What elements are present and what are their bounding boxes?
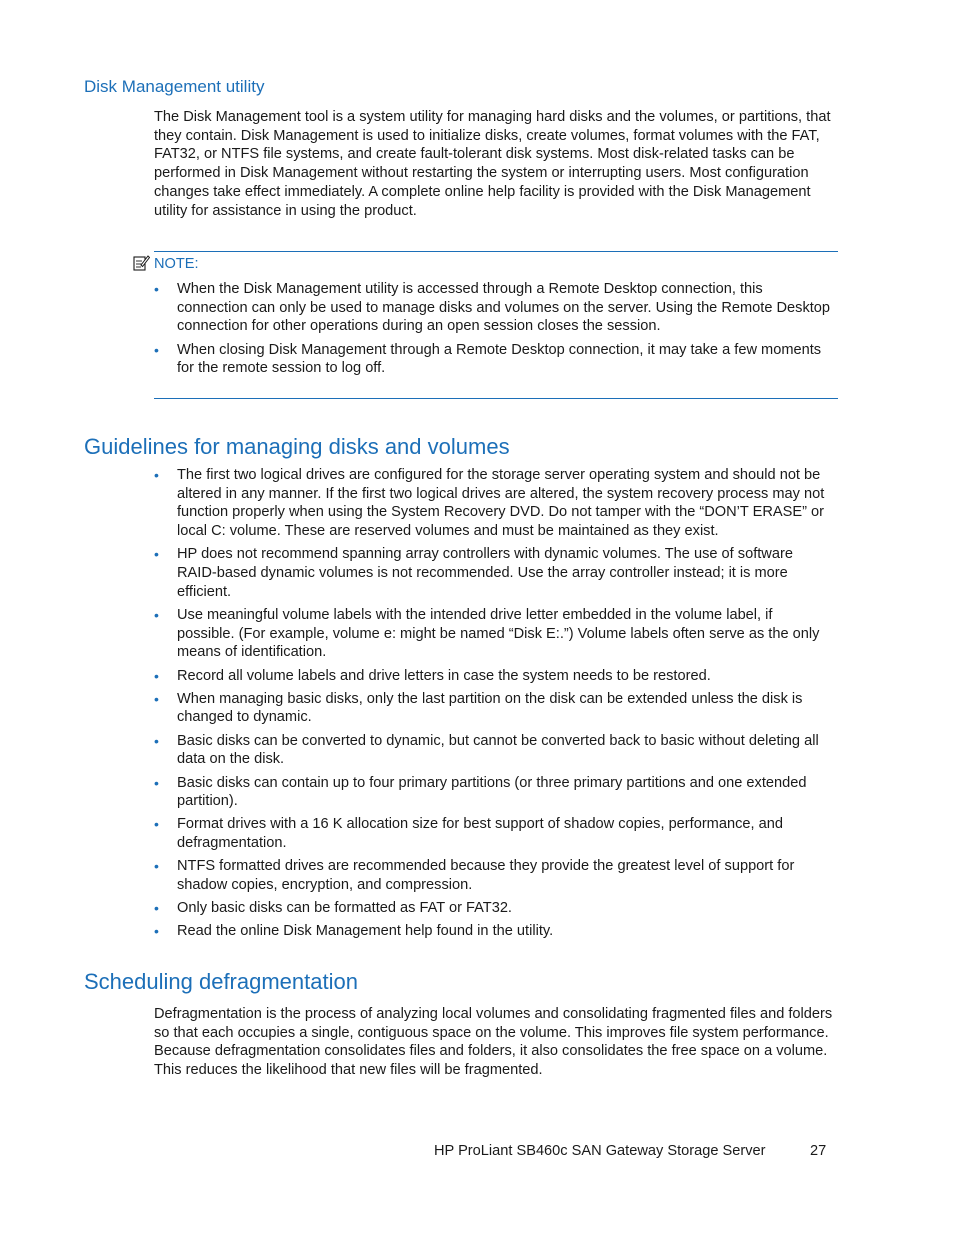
footer-title: HP ProLiant SB460c SAN Gateway Storage Server	[434, 1143, 766, 1159]
bullet-icon: •	[154, 281, 159, 297]
bullet-icon: •	[154, 690, 159, 707]
list-item	[154, 280, 834, 336]
note-pencil-icon	[132, 254, 150, 272]
note-label: NOTE:	[154, 256, 199, 272]
guideline-text: Read the online Disk Management help found in the utility.	[177, 923, 554, 940]
note-list	[154, 280, 834, 383]
guideline-text: The first two logical drives are configured for the storage server operating system and should not be altered in any manner. If the first two logical drives are altered, the system recovery process may not function properly when using the System Recovery DVD. Do not tamper with the “DON’T ERASE” or local C: volume. These are reserved volumes and must be maintained as they exist.	[177, 467, 825, 540]
note-item-text: When closing Disk Management through a Remote Desktop connection, it may take a few moments for the remote session to log off.	[177, 341, 822, 377]
bullet-icon: •	[154, 546, 159, 563]
guideline-text: Only basic disks can be formatted as FAT or FAT32.	[177, 900, 512, 917]
list-item	[154, 857, 834, 894]
list-item	[154, 732, 834, 769]
bullet-icon: •	[154, 732, 159, 749]
bullet-icon: •	[154, 923, 159, 940]
bullet-icon: •	[154, 816, 159, 833]
list-item	[154, 690, 834, 727]
section-paragraph-defragmentation: Defragmentation is the process of analyzing local volumes and consolidating fragmented files and folders so that each occupies a single, contiguous space on the volume. This improves file system performance. Because defragmentation consolidates files and folders, it also consolidates the free space on a volume. This reduces the likelihood that new files will be fragmented.	[154, 1006, 833, 1079]
bullet-icon: •	[154, 900, 159, 917]
list-item	[154, 545, 834, 601]
note-box	[154, 251, 838, 399]
section-paragraph-disk-management: The Disk Management tool is a system utility for managing hard disks and the volumes, or partitions, that they contain. Disk Management is used to initialize disks, create volumes, format volumes with the FAT, FAT32, or NTFS file systems, and create fault-tolerant disk systems. Most disk-related tasks can be performed in Disk Management without restarting the system or interrupting users. Most configuration changes take effect immediately. A complete online help facility is provided with the Disk Management utility for assistance in using the product.	[154, 109, 831, 219]
list-item	[154, 667, 834, 686]
guidelines-list	[154, 466, 834, 946]
guideline-text: Basic disks can be converted to dynamic, but cannot be converted back to basic without deleting all data on the disk.	[177, 732, 819, 768]
bullet-icon: •	[154, 467, 159, 483]
bullet-icon: •	[154, 341, 159, 358]
bullet-icon: •	[154, 774, 159, 791]
list-item	[154, 606, 834, 662]
bullet-icon: •	[154, 667, 159, 684]
guideline-text: Use meaningful volume labels with the intended drive letter embedded in the volume label, if possible. (For example, volume e: might be named “Disk E:.”) Volume labels often serve as the only means of identification.	[177, 606, 820, 661]
guideline-text: Basic disks can contain up to four primary partitions (or three primary partitions and one extended partition).	[177, 774, 807, 810]
page-number: 27	[810, 1143, 827, 1159]
guideline-text: Record all volume labels and drive letters in case the system needs to be restored.	[177, 667, 711, 684]
list-item	[154, 341, 834, 378]
section-heading-disk-management: Disk Management utility	[84, 77, 265, 96]
section-heading-defragmentation: Scheduling defragmentation	[84, 969, 358, 994]
list-item	[154, 922, 834, 941]
list-item	[154, 774, 834, 811]
note-item-text: When the Disk Management utility is accessed through a Remote Desktop connection, this connection can only be used to manage disks and volumes on the server. Using the Remote Desktop connection for other operations during an open session closes the session.	[177, 281, 831, 335]
bullet-icon: •	[154, 606, 159, 623]
guideline-text: Format drives with a 16 K allocation size for best support of shadow copies, performance, and defragmentation.	[177, 816, 783, 852]
guideline-text: NTFS formatted drives are recommended because they provide the greatest level of support for shadow copies, encryption, and compression.	[177, 858, 795, 894]
guideline-text: When managing basic disks, only the last partition on the disk can be extended unless the disk is changed to dynamic.	[177, 690, 803, 726]
list-item	[154, 899, 834, 918]
guideline-text: HP does not recommend spanning array controllers with dynamic volumes. The use of software RAID-based dynamic volumes is not recommended. Use the array controller instead; it is more efficient.	[177, 546, 793, 600]
list-item	[154, 815, 834, 852]
section-heading-guidelines: Guidelines for managing disks and volumes	[84, 434, 510, 459]
page-footer	[434, 1143, 827, 1159]
bullet-icon: •	[154, 858, 159, 875]
list-item	[154, 466, 834, 541]
